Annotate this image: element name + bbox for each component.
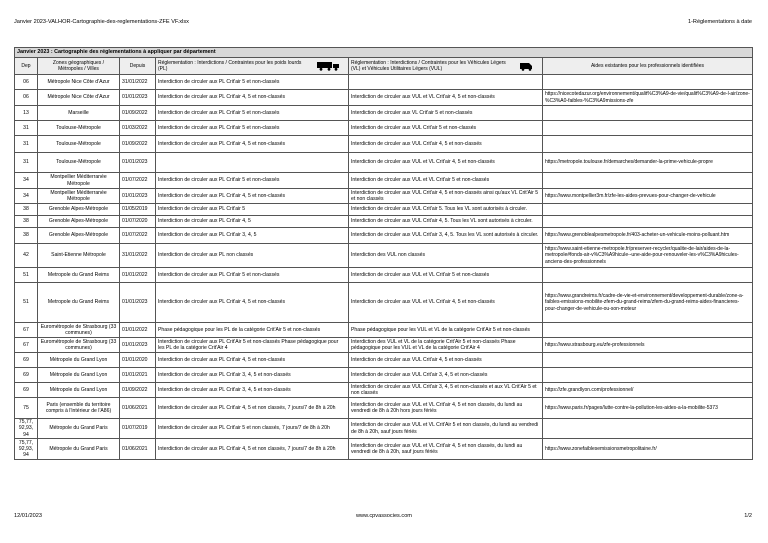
table-row — [15, 75, 753, 90]
aides-cell: https://www.strasbourg.eu/zfe-professionnels — [543, 338, 753, 353]
col-header-vl-label: Réglementation : Interdictions / Contraintes pour les Véhicules Légers (VL) et Véhicules Utilitaires Légers (VUL) — [351, 59, 506, 72]
van-icon — [520, 61, 534, 71]
vl-cell: Interdiction des VUL non classés — [349, 244, 543, 268]
dep-cell: 31 — [15, 136, 38, 153]
vl-cell: Interdiction de circuler aux VUL et VL Crit'air 4, 5 et non-classés — [349, 283, 543, 323]
depuis-cell: 01/09/2022 — [120, 106, 156, 121]
dep-cell: 69 — [15, 368, 38, 383]
zone-cell: Toulouse-Métropole — [38, 121, 120, 136]
pl-cell: Interdiction de circuler aux PL Crit'air 4, 5 et non-classés — [156, 189, 349, 204]
zone-cell: Metropole du Grand Reims — [38, 283, 120, 323]
zone-cell: Eurométropole de Strasbourg (33 communes) — [38, 338, 120, 353]
depuis-cell: 01/01/2021 — [120, 368, 156, 383]
vl-cell: Interdiction des VUL et VL de la catégorie Crit'Air 5 et non-classés Phase pédagogique pour les VUL et VL de la catégorie Crit'Air 4 — [349, 338, 543, 353]
table-row — [15, 419, 753, 439]
vl-cell: Interdiction de circuler aux VUL et VL Crit'air 5 et non-classés — [349, 268, 543, 283]
zone-cell: Métropole du Grand Paris — [38, 439, 120, 460]
pl-cell: Interdiction de circuler aux PL Crit'air 5 et non-classés — [156, 121, 349, 136]
table-row — [15, 121, 753, 136]
pl-cell: Interdiction de circuler aux PL Crit'air 5 et non-classés — [156, 75, 349, 90]
col-header-dep: Dep — [15, 58, 38, 75]
dep-cell: 42 — [15, 244, 38, 268]
depuis-cell: 01/07/2019 — [120, 419, 156, 439]
depuis-cell: 01/01/2023 — [120, 189, 156, 204]
dep-cell: 69 — [15, 353, 38, 368]
zone-cell: Metropole du Grand Reims — [38, 268, 120, 283]
pl-cell — [156, 153, 349, 173]
pl-cell: Interdiction de circuler aux PL Crit'air 4, 5 et non classés, 7 jours/7 de 8h à 20h — [156, 439, 349, 460]
aides-cell — [543, 106, 753, 121]
page-number: 1/2 — [744, 513, 752, 519]
depuis-cell: 01/09/2022 — [120, 383, 156, 398]
pl-cell: Interdiction de circuler aux PL non classés — [156, 244, 349, 268]
table-caption: Janvier 2023 : Cartographie des réglementations à appliquer par département — [15, 48, 753, 58]
footer-site: www.cpvassocies.com — [356, 513, 412, 519]
table-row — [15, 398, 753, 419]
dep-cell: 38 — [15, 204, 38, 216]
dep-cell: 75 — [15, 398, 38, 419]
depuis-cell: 01/03/2022 — [120, 121, 156, 136]
zone-cell: Saint-Etienne Métropole — [38, 244, 120, 268]
aides-cell: https://metropole.toulouse.fr/demarches/demander-la-prime-vehicule-propre — [543, 153, 753, 173]
table-row — [15, 439, 753, 460]
pl-cell: Interdiction de circuler aux PL Crit'air 4, 5 et non-classés — [156, 90, 349, 106]
zone-cell: Grenoble Alpes-Métropole — [38, 228, 120, 244]
table-row — [15, 153, 753, 173]
table-row — [15, 244, 753, 268]
sheet-name: 1-Réglementations à date — [687, 19, 752, 25]
dep-cell: 31 — [15, 153, 38, 173]
document-title: Janvier 2023-VALHOR-Cartographie-des-reglementations-ZFE VF.xlsx — [14, 19, 189, 25]
vl-cell: Interdiction de circuler aux VUL Crit'air 5. Tous les VL sont autorisés à circuler. — [349, 204, 543, 216]
pl-cell: Interdiction de circuler aux PL Crit'air 4, 5 et non-classés — [156, 136, 349, 153]
aides-cell — [543, 353, 753, 368]
aides-cell: https://nicecotedazur.org/environnement/qualit%C3%A9-de-vie/qualit%C3%A9-de-l-air/zone-%C3%A0-faibles-%C3%A9missions-zfe — [543, 90, 753, 106]
zone-cell: Paris (ensemble du territoire compris à l'intérieur de l'A86) — [38, 398, 120, 419]
vl-cell: Interdiction de circuler aux VUL Crit'air 3, 4, 5. Tous les VL sont autorisés à circuler. — [349, 228, 543, 244]
vl-cell: Interdiction de circuler aux VUL et VL Crit'air 4, 5 et non classés, du lundi au vendredi de 8h à 20h, sauf jours fériés — [349, 439, 543, 460]
zone-cell: Eurométropole de Strasbourg (33 communes) — [38, 323, 120, 338]
zone-cell: Métropole du Grand Lyon — [38, 383, 120, 398]
pl-cell: Phase pédagogique pour les PL de la catégorie Crit'Air 5 et non-classés — [156, 323, 349, 338]
depuis-cell: 01/01/2020 — [120, 353, 156, 368]
zone-cell: Montpellier Méditerranée Métropole — [38, 173, 120, 189]
col-header-aides: Aides existantes pour les professionnels identifiées — [543, 58, 753, 75]
table-row — [15, 353, 753, 368]
table-row — [15, 268, 753, 283]
aides-cell — [543, 75, 753, 90]
aides-cell — [543, 136, 753, 153]
vl-cell: Interdiction de circuler aux VUL Crit'air 4, 5 et non-classés ainsi qu'aux VL Crit'Air 5 et non classés — [349, 189, 543, 204]
zone-cell: Marseille — [38, 106, 120, 121]
table-row — [15, 90, 753, 106]
table-row — [15, 173, 753, 189]
aides-cell — [543, 216, 753, 228]
zone-cell: Métropole Nice Côte d'Azur — [38, 90, 120, 106]
col-header-pl — [156, 58, 349, 75]
aides-cell — [543, 121, 753, 136]
depuis-cell: 01/01/2023 — [120, 153, 156, 173]
zone-cell: Toulouse-Métropole — [38, 153, 120, 173]
vl-cell: Interdiction de circuler aux VUL Crit'air 3, 4, 5 et non-classés — [349, 368, 543, 383]
pl-cell: Interdiction de circuler aux PL Crit'air 5 et non classés, 7 jours/7 de 8h à 20h — [156, 419, 349, 439]
depuis-cell: 01/01/2022 — [120, 268, 156, 283]
aides-cell: https://zfe.grandlyon.com/professionnel/ — [543, 383, 753, 398]
aides-cell — [543, 368, 753, 383]
pl-cell: Interdiction de circuler aux PL Crit'air 4, 5 et non-classés — [156, 353, 349, 368]
pl-cell: Interdiction de circuler aux PL Crit'air 4, 5 — [156, 216, 349, 228]
dep-cell: 67 — [15, 338, 38, 353]
column-header-row — [15, 58, 753, 75]
col-header-depuis: Depuis — [120, 58, 156, 75]
pl-cell: Interdiction de circuler aux PL Crit'air 4, 5 et non classés, 7 jours/7 de 8h à 20h — [156, 398, 349, 419]
vl-cell: Interdiction de circuler aux VUL Crit'air 4, 5. Tous les VL sont autorisés à circuler. — [349, 216, 543, 228]
vl-cell: Interdiction de circuler aux VUL Crit'air 4, 5 et non-classés — [349, 136, 543, 153]
dep-cell: 67 — [15, 323, 38, 338]
footer-date: 12/01/2023 — [14, 513, 42, 519]
pl-cell: Interdiction de circuler aux PL Crit'air 5 et non-classés — [156, 106, 349, 121]
dep-cell: 38 — [15, 216, 38, 228]
zone-cell: Métropole Nice Côte d'Azur — [38, 75, 120, 90]
col-header-pl-label: Réglementation : Interdictions / Contraintes pour les poids lourds (PL) — [158, 59, 302, 72]
table-row — [15, 189, 753, 204]
dep-cell: 06 — [15, 75, 38, 90]
dep-cell: 31 — [15, 121, 38, 136]
depuis-cell: 01/06/2021 — [120, 398, 156, 419]
depuis-cell: 01/01/2023 — [120, 338, 156, 353]
pl-cell: Interdiction de circuler aux PL Crit'air 3, 4, 5 et non-classés — [156, 368, 349, 383]
dep-cell: 51 — [15, 283, 38, 323]
pl-cell: Interdiction de circuler aux PL Crit'Air 5 et non-classés Phase pédagogique pour les PL de la catégorie Crit'Air 4 — [156, 338, 349, 353]
vl-cell: Interdiction de circuler aux VUL et VL Crit'Air 5 et non classés, du lundi au vendredi de 8h à 20h, sauf jours fériés — [349, 419, 543, 439]
zone-cell: Montpellier Méditerranée Métropole — [38, 189, 120, 204]
aides-cell: https://www.grenoblealpesmetropole.fr/403-acheter-un-vehicule-moins-polluant.htm — [543, 228, 753, 244]
aides-cell — [543, 173, 753, 189]
dep-cell: 51 — [15, 268, 38, 283]
aides-cell: https://www.montpellier3m.fr/zfe-les-aides-prevues-pour-changer-de-vehicule — [543, 189, 753, 204]
vl-cell: Interdiction de circuler aux VUL et VL Crit'air 4, 5 et non-classés — [349, 90, 543, 106]
pl-cell: Interdiction de circuler aux PL Crit'air 5 et non-classés — [156, 268, 349, 283]
pl-cell: Interdiction de circuler aux PL Crit'air 5 — [156, 204, 349, 216]
depuis-cell: 01/07/2020 — [120, 216, 156, 228]
depuis-cell: 01/01/2023 — [120, 90, 156, 106]
aides-cell — [543, 268, 753, 283]
depuis-cell: 31/01/2022 — [120, 75, 156, 90]
vl-cell — [349, 75, 543, 90]
vl-cell: Interdiction de circuler aux VUL Crit'air 4, 5 et non-classés — [349, 353, 543, 368]
aides-cell: https://www.grandreims.fr/cadre-de-vie-et-environnement/developpement-durable/zone-a-faibles-emissions-mobilite-zfem-du-grand-reims/zfem-du-grand-reims-aides-financieres-pour-changer-de-vehicule-ou-son-moteur — [543, 283, 753, 323]
depuis-cell: 01/01/2022 — [120, 323, 156, 338]
depuis-cell: 01/05/2019 — [120, 204, 156, 216]
zone-cell: Métropole du Grand Paris — [38, 419, 120, 439]
table-row — [15, 383, 753, 398]
pl-cell: Interdiction de circuler aux PL Crit'air 5 et non-classés — [156, 173, 349, 189]
dep-cell: 34 — [15, 173, 38, 189]
depuis-cell: 01/07/2022 — [120, 173, 156, 189]
zone-cell: Grenoble Alpes-Métropole — [38, 204, 120, 216]
zone-cell: Grenoble Alpes-Métropole — [38, 216, 120, 228]
aides-cell: https://www.paris.fr/pages/lutte-contre-la-pollution-les-aides-a-la-mobilite-5373 — [543, 398, 753, 419]
aides-cell — [543, 323, 753, 338]
table-row — [15, 228, 753, 244]
dep-cell: 38 — [15, 228, 38, 244]
table-row — [15, 106, 753, 121]
table-row — [15, 204, 753, 216]
table-row — [15, 323, 753, 338]
vl-cell: Interdiction de circuler aux VL Crit'air 5 et non-classés — [349, 106, 543, 121]
dep-cell: 69 — [15, 383, 38, 398]
table-caption-row — [15, 48, 753, 58]
vl-cell: Interdiction de circuler aux VUL Crit'air 5 et non-classés — [349, 121, 543, 136]
pl-cell: Interdiction de circuler aux PL Crit'air 3, 4, 5 — [156, 228, 349, 244]
zone-cell: Métropole du Grand Lyon — [38, 368, 120, 383]
depuis-cell: 01/01/2023 — [120, 283, 156, 323]
dep-cell: 34 — [15, 189, 38, 204]
table-row — [15, 283, 753, 323]
dep-cell: 06 — [15, 90, 38, 106]
vl-cell: Interdiction de circuler aux VUL Crit'air 3, 4, 5 et non-classés et aux VL Crit'Air 5 et non classés — [349, 383, 543, 398]
pl-cell: Interdiction de circuler aux PL Crit'air 3, 4, 5 et non-classés — [156, 383, 349, 398]
table-row — [15, 368, 753, 383]
aides-cell: https://www.zonefaiblesemissionsmetropolitaine.fr/ — [543, 439, 753, 460]
col-header-vl — [349, 58, 543, 75]
table-row — [15, 216, 753, 228]
aides-cell — [543, 419, 753, 439]
dep-cell: 75,77, 92,93, 94 — [15, 439, 38, 460]
depuis-cell: 01/07/2022 — [120, 228, 156, 244]
dep-cell: 13 — [15, 106, 38, 121]
table-row — [15, 136, 753, 153]
col-header-zones: Zones géographiques / Métropoles / Villes — [38, 58, 120, 75]
vl-cell: Interdiction de circuler aux VUL et VL Crit'air 5 et non-classés — [349, 173, 543, 189]
dep-cell: 75,77, 92,93, 94 — [15, 419, 38, 439]
depuis-cell: 01/06/2021 — [120, 439, 156, 460]
depuis-cell: 31/01/2022 — [120, 244, 156, 268]
table-row — [15, 338, 753, 353]
aides-cell — [543, 204, 753, 216]
regulations-table — [14, 47, 753, 460]
aides-cell: https://www.saint-etienne-metropole.fr/preserver-recycler/qualite-de-lair/aides-de-la-metropole#fonds-air-v%C3%A9hicule--une-aide-pour-renouveler-les-v%C3%A9hicules-anciens-des-professionnels — [543, 244, 753, 268]
vl-cell: Phase pédagogique pour les VUL et VL de la catégorie Crit'Air 5 et non-classés — [349, 323, 543, 338]
truck-icon — [317, 61, 341, 71]
pl-cell: Interdiction de circuler aux PL Crit'air 4, 5 et non-classés — [156, 283, 349, 323]
vl-cell: Interdiction de circuler aux VUL et VL Crit'air 4, 5 et non classés, du lundi au vendredi de 8h à 20h hors jours fériés — [349, 398, 543, 419]
zone-cell: Métropole du Grand Lyon — [38, 353, 120, 368]
zone-cell: Toulouse-Métropole — [38, 136, 120, 153]
vl-cell: Interdiction de circuler aux VUL et VL Crit'air 4, 5 et non-classés — [349, 153, 543, 173]
depuis-cell: 01/09/2022 — [120, 136, 156, 153]
